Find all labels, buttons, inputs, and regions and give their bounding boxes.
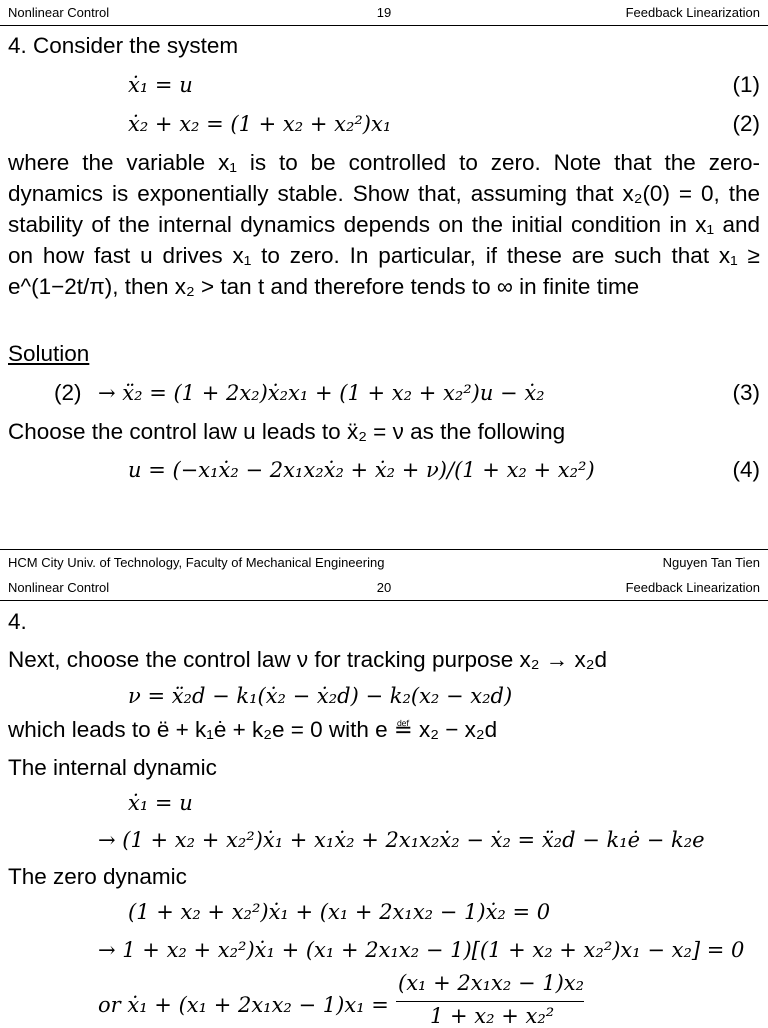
equation-v: ν = ẍ₂d − k₁(ẋ₂ − ẋ₂d) − k₂(x₂ − x₂d) xyxy=(128,684,513,708)
header-topic: Feedback Linearization xyxy=(625,580,760,595)
zero-dynamic-label: The zero dynamic xyxy=(8,864,187,889)
equation-3: → ẍ₂ = (1 + 2x₂)ẋ₂x₁ + (1 + x₂ + x₂²)u − ẋ₂ xyxy=(98,381,545,405)
equation-internal-2: → (1 + x₂ + x₂²)ẋ₁ + x₁ẋ₂ + 2x₁x₂ẋ₂ − ẋ₂ = ẍ₂d − k₁ė − k₂e xyxy=(98,828,705,852)
header-rule xyxy=(0,25,768,26)
equation-2-number: (2) xyxy=(732,111,760,136)
equation-zero-2: → 1 + x₂ + x₂²)ẋ₁ + (x₁ + 2x₁x₂ − 1)[(1 + x₂ + x₂²)x₁ − x₂] = 0 xyxy=(98,938,745,962)
internal-dynamic-label: The internal dynamic xyxy=(8,755,217,780)
equation-3-prefix: (2) xyxy=(54,380,82,405)
section-number: 4. xyxy=(8,609,27,634)
header-topic: Feedback Linearization xyxy=(625,5,760,20)
fraction-denominator: 1 + x₂ + x₂² xyxy=(430,1004,555,1028)
equation-2: ẋ₂ + x₂ = (1 + x₂ + x₂²)x₁ xyxy=(128,112,392,136)
footer-rule xyxy=(0,549,768,550)
equation-1: ẋ₁ = u xyxy=(128,73,193,97)
error-dynamics-text: which leads to ë + k₁ė + k₂e = 0 with e ≝ x₂ − x₂d xyxy=(8,717,498,742)
problem-paragraph: where the variable x₁ is to be controlled to zero. Note that the zero-dynamics is exponentially stable. Show that, assuming that x₂(0) = 0, the stability of the internal dynamics depends on the initial condition in x₁ and on how fast u drives x₁ to zero. In particular, if these are such that x₁ ≥ e^(1−2t/π), then x₂ > tan t and therefore tends to ∞ in finite time xyxy=(8,150,760,299)
header-rule xyxy=(0,600,768,601)
equation-4: u = (−x₁ẋ₂ − 2x₁x₂ẋ₂ + ẋ₂ + ν)/(1 + x₂ + x₂²) xyxy=(128,458,595,482)
footer-institution: HCM City Univ. of Technology, Faculty of Mechanical Engineering xyxy=(8,555,385,570)
header-page-number: 20 xyxy=(376,580,392,595)
header-course-title: Nonlinear Control xyxy=(8,5,110,20)
equation-zero-1: (1 + x₂ + x₂²)ẋ₁ + (x₁ + 2x₁x₂ − 1)ẋ₂ = 0 xyxy=(128,900,551,924)
fraction-bar xyxy=(396,1001,584,1002)
equation-internal-1: ẋ₁ = u xyxy=(128,791,193,815)
equation-4-number: (4) xyxy=(732,457,760,482)
header-course-title: Nonlinear Control xyxy=(8,580,110,595)
control-law-text: Choose the control law u leads to ẍ₂ = ν as the following xyxy=(8,419,566,444)
problem-title: 4. Consider the system xyxy=(8,33,239,58)
equation-zero-3-left: or ẋ₁ + (x₁ + 2x₁x₂ − 1)x₁ = xyxy=(98,993,389,1017)
equation-1-number: (1) xyxy=(732,72,760,97)
solution-label: Solution xyxy=(8,341,90,366)
equation-3-number: (3) xyxy=(732,380,760,405)
header-page-number: 19 xyxy=(376,5,392,20)
footer-author: Nguyen Tan Tien xyxy=(662,555,760,570)
fraction-numerator: (x₁ + 2x₁x₂ − 1)x₂ xyxy=(398,971,585,995)
tracking-text: Next, choose the control law ν for tracking purpose x₂ → x₂d xyxy=(8,647,607,672)
